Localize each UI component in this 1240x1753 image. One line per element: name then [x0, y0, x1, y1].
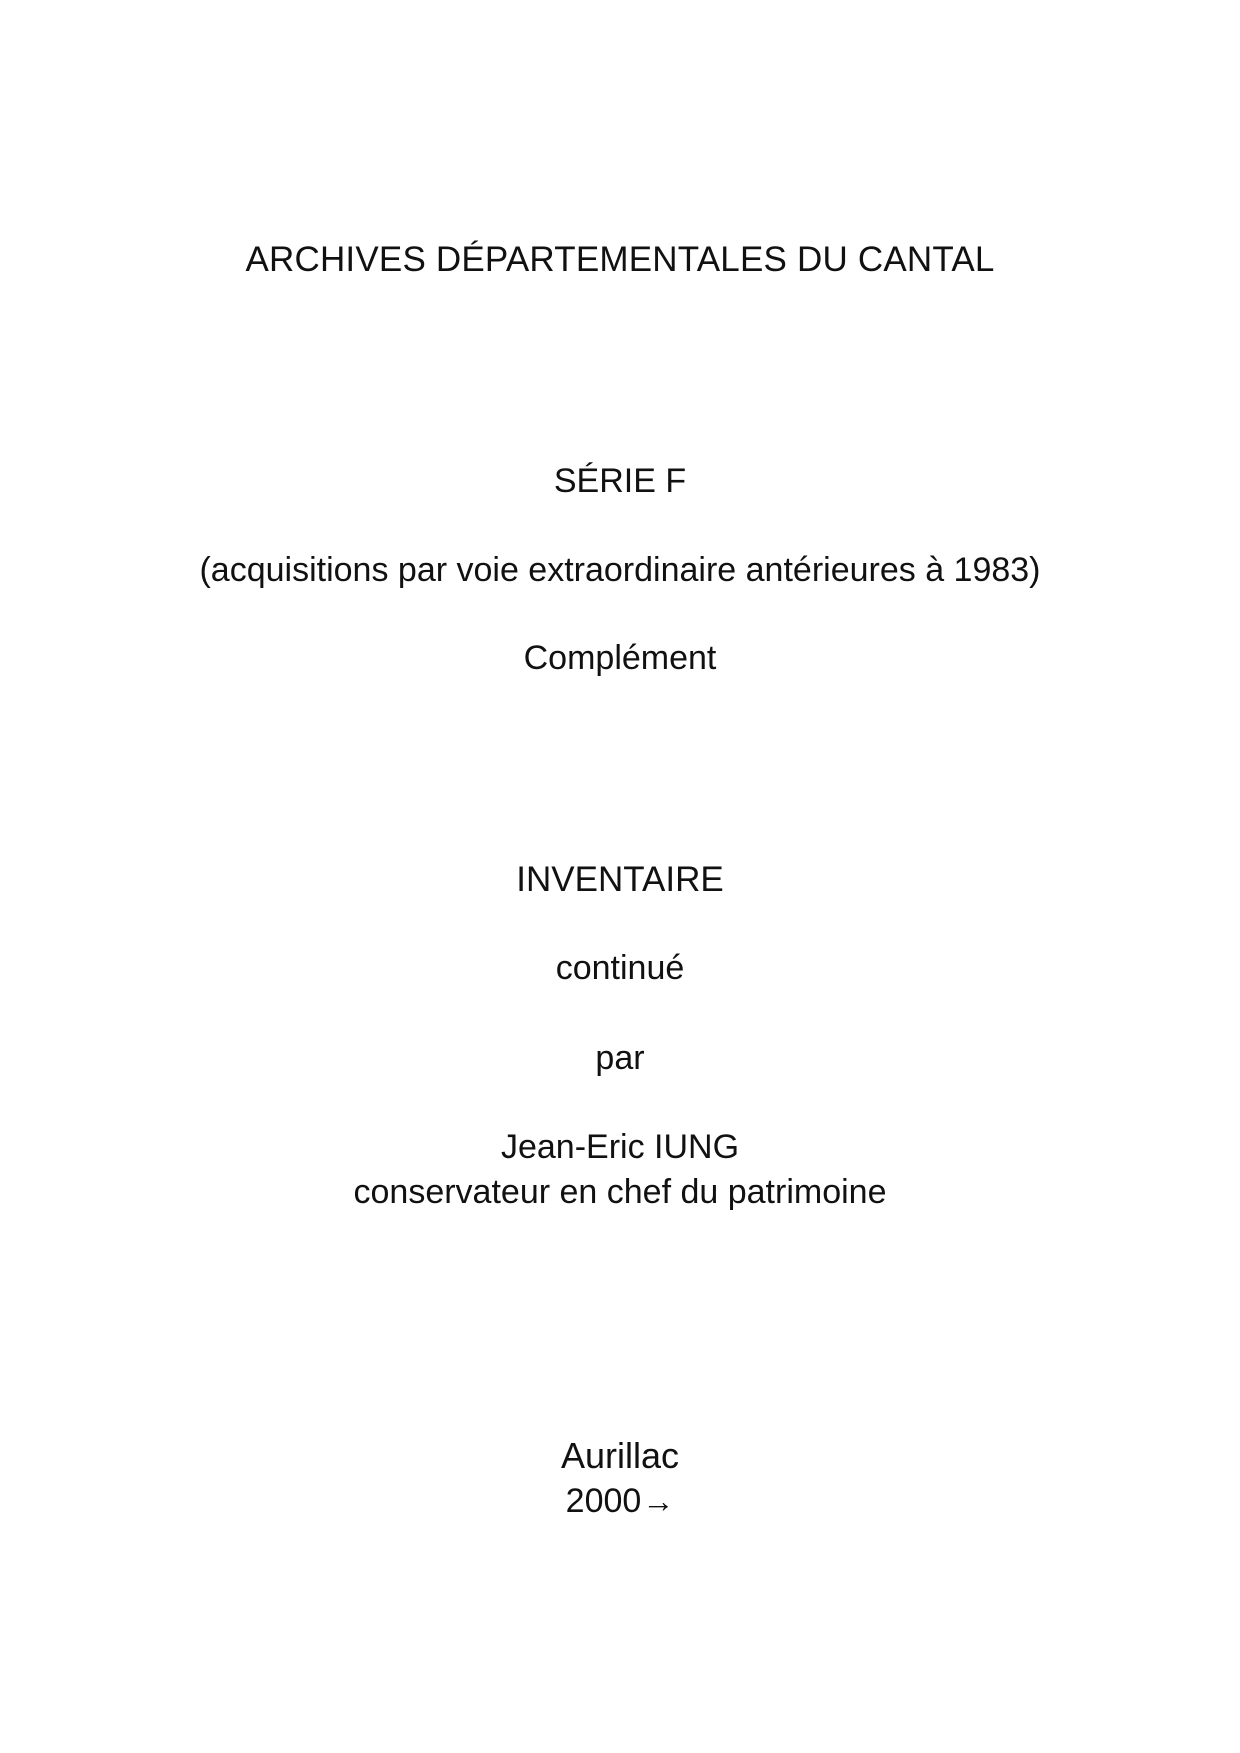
series-title: SÉRIE F [553, 462, 687, 500]
publication-place: Aurillac [560, 1435, 680, 1476]
publication-year: 2000 [565, 1482, 642, 1520]
publication-year-line [0, 1484, 1240, 1518]
series-subtitle: (acquisitions par voie extraordinaire antérieures à 1983) [199, 551, 1041, 589]
complement-label: Complément [523, 639, 717, 677]
by-label: par [595, 1039, 645, 1077]
author-role: conservateur en chef du patrimoine [353, 1173, 887, 1211]
right-arrow-icon: → [642, 1483, 675, 1519]
document-type: INVENTAIRE [516, 860, 724, 899]
author-name: Jean-Eric IUNG [500, 1128, 740, 1166]
institution-heading: ARCHIVES DÉPARTEMENTALES DU CANTAL [245, 240, 995, 279]
continued-label: continué [555, 949, 685, 987]
